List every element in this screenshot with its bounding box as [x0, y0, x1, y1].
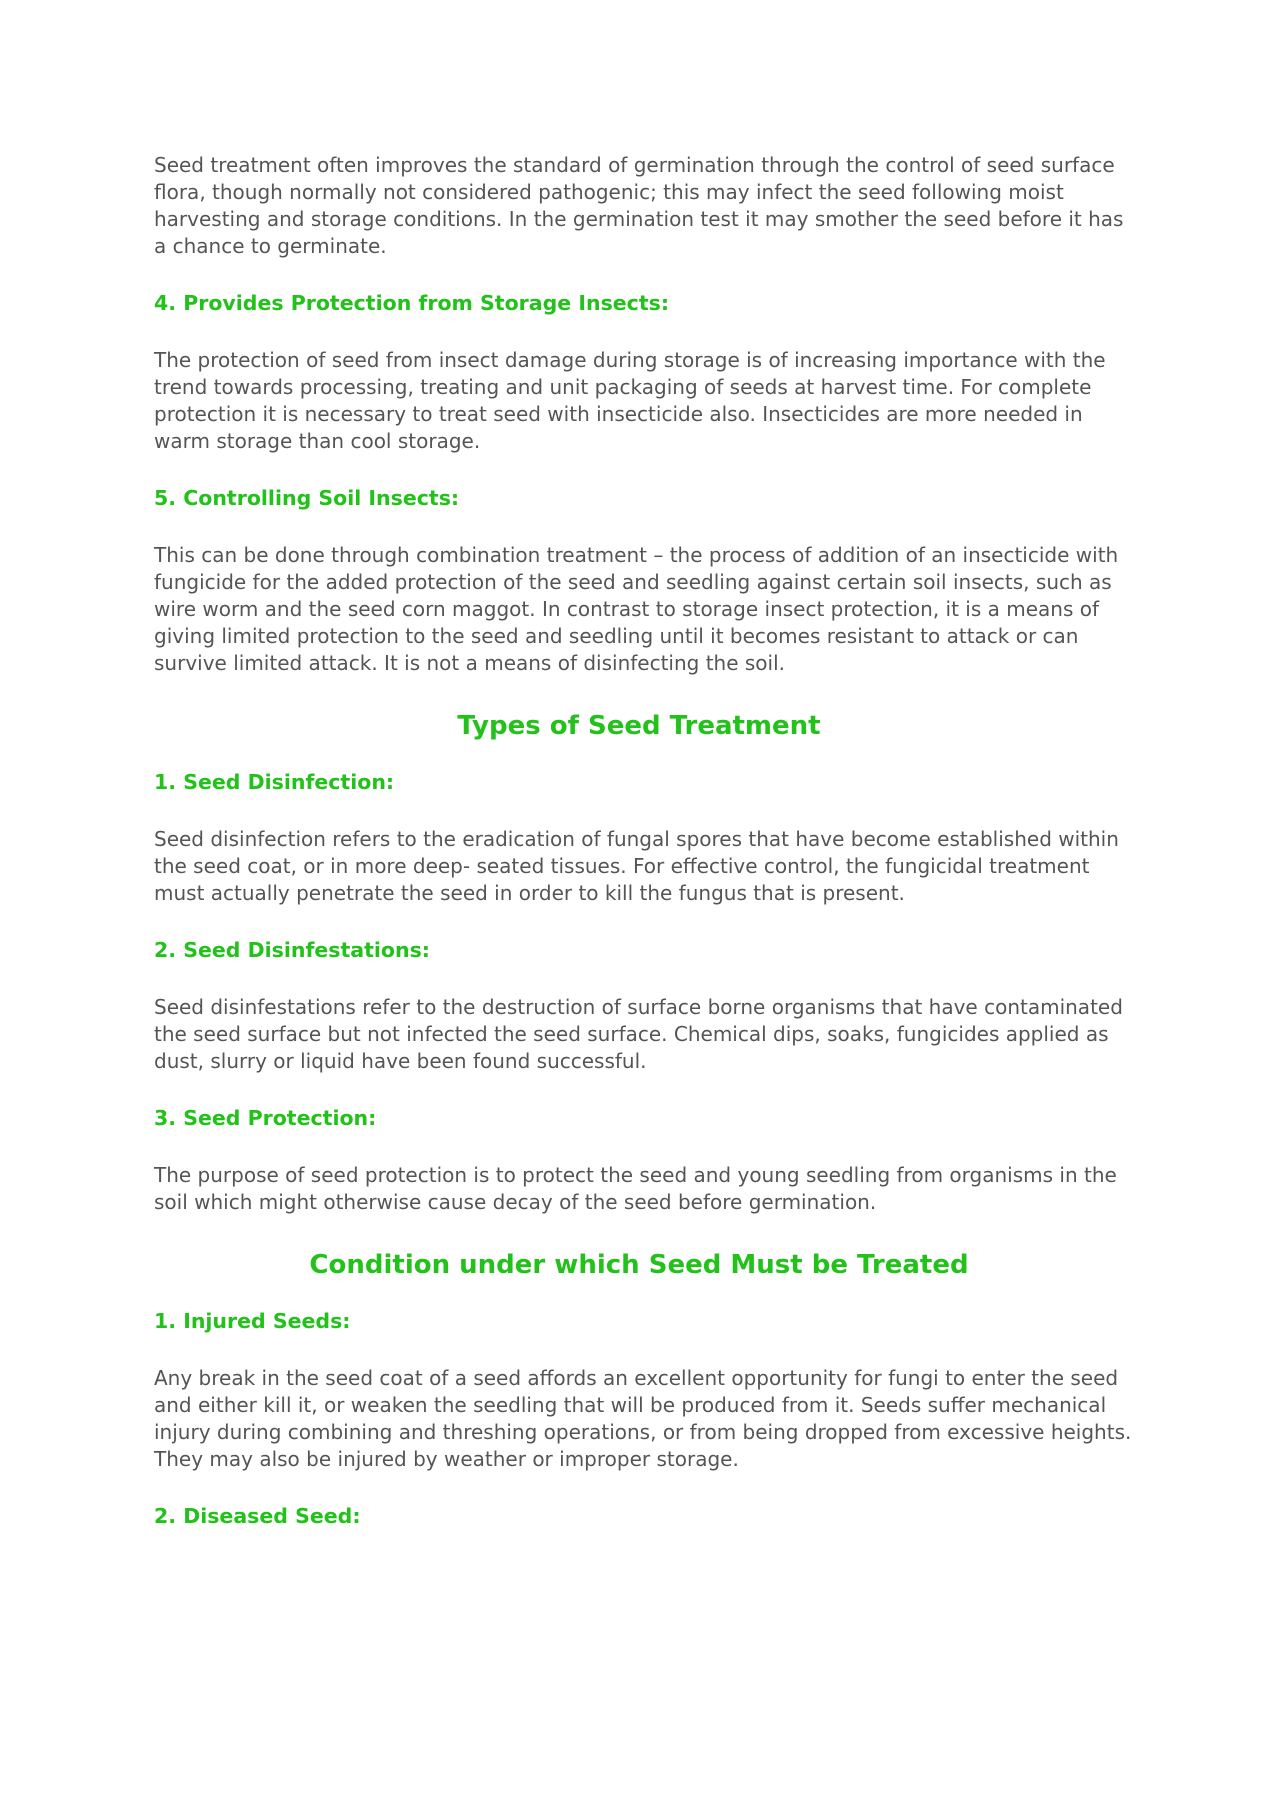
- section-title-conditions: Condition under which Seed Must be Treated: [309, 1250, 969, 1280]
- heading-seed-disinfestations: 2. Seed Disinfestations:: [154, 938, 430, 962]
- paragraph-storage-insects: The protection of seed from insect damage during storage is of increasing importance with the trend towards processing, treating and unit packaging of seeds at harvest time. For complete protection it is necessary to treat seed with insecticide also. Insecticides are more needed in warm storage than cool storage.: [154, 348, 1106, 453]
- heading-storage-insects: 4. Provides Protection from Storage Insects:: [154, 291, 670, 315]
- section-title-types: Types of Seed Treatment: [457, 711, 821, 741]
- heading-seed-disinfection: 1. Seed Disinfection:: [154, 770, 395, 794]
- paragraph-seed-protection: The purpose of seed protection is to protect the seed and young seedling from organisms in the soil which might otherwise cause decay of the seed before germination.: [154, 1163, 1117, 1214]
- document-page: [154, 152, 1134, 1530]
- intro-paragraph: Seed treatment often improves the standard of germination through the control of seed surface flora, though normally not considered pathogenic; this may infect the seed following moist harvesting and storage conditions. In the germination test it may smother the seed before it has a chance to germinate.: [154, 153, 1124, 258]
- heading-diseased-seed: 2. Diseased Seed:: [154, 1504, 361, 1528]
- heading-injured-seeds: 1. Injured Seeds:: [154, 1309, 351, 1333]
- paragraph-soil-insects: This can be done through combination treatment – the process of addition of an insecticide with fungicide for the added protection of the seed and seedling against certain soil insects, such as wire worm and the seed corn maggot. In contrast to storage insect protection, it is a means of giving limited protection to the seed and seedling until it becomes resistant to attack or can survive limited attack. It is not a means of disinfecting the soil.: [154, 543, 1119, 675]
- paragraph-seed-disinfestations: Seed disinfestations refer to the destruction of surface borne organisms that have contaminated the seed surface but not infected the seed surface. Chemical dips, soaks, fungicides applied as dust, slurry or liquid have been found successful.: [154, 995, 1123, 1073]
- heading-seed-protection: 3. Seed Protection:: [154, 1106, 377, 1130]
- heading-soil-insects: 5. Controlling Soil Insects:: [154, 486, 460, 510]
- paragraph-seed-disinfection: Seed disinfection refers to the eradication of fungal spores that have become established within the seed coat, or in more deep- seated tissues. For effective control, the fungicidal treatment must actually penetrate the seed in order to kill the fungus that is present.: [154, 827, 1119, 905]
- paragraph-injured-seeds: Any break in the seed coat of a seed affords an excellent opportunity for fungi to enter the seed and either kill it, or weaken the seedling that will be produced from it. Seeds suffer mechanical injury during combining and threshing operations, or from being dropped from excessive heights. They may also be injured by weather or improper storage.: [154, 1366, 1132, 1471]
